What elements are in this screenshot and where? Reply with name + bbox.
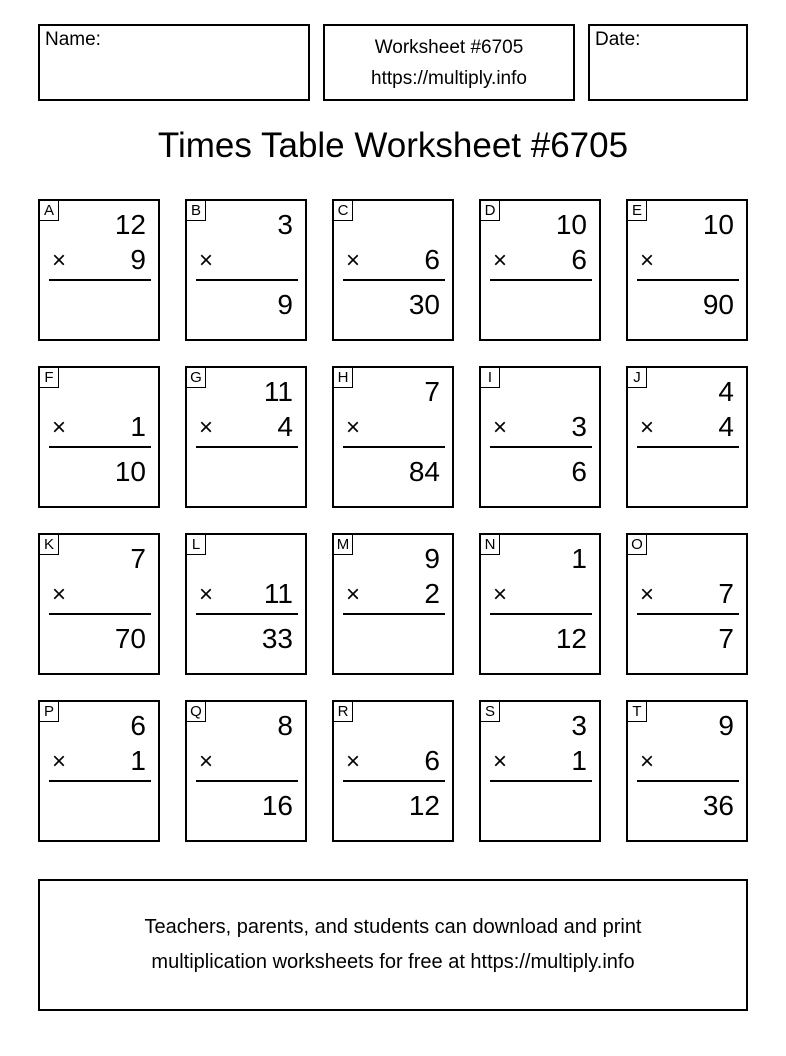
answer-rule: [490, 780, 592, 782]
problem-answer[interactable]: 12: [408, 790, 440, 821]
times-sign: ×: [640, 748, 655, 775]
answer-rule: [490, 279, 592, 281]
times-sign: ×: [199, 247, 214, 274]
worksheet-url: https://multiply.info: [371, 68, 527, 89]
problem-letter: T: [628, 702, 647, 722]
problem-box: [38, 533, 160, 675]
problem-letter: G: [187, 368, 206, 388]
answer-rule: [637, 446, 739, 448]
footer-line-2: multiplication worksheets for free at https://multiply.info: [151, 951, 635, 973]
problem-top-number: 10: [702, 209, 734, 240]
problem-letter: N: [481, 535, 500, 555]
problem-top-number: 7: [130, 543, 146, 574]
problem-box: [185, 700, 307, 842]
problem-top-number: 4: [718, 376, 734, 407]
answer-rule: [343, 446, 445, 448]
problem-bottom-number: 11: [263, 578, 293, 609]
problem-answer[interactable]: 16: [261, 790, 293, 821]
problem-letter: Q: [187, 702, 206, 722]
times-sign: ×: [640, 247, 655, 274]
problem-letter: D: [481, 201, 500, 221]
problem-letter: S: [481, 702, 500, 722]
problem-top-number: 7: [424, 376, 440, 407]
answer-rule: [637, 279, 739, 281]
problem-box: [332, 199, 454, 341]
problem-box: [626, 366, 748, 508]
problem-answer[interactable]: 70: [114, 623, 146, 654]
problem-letter: J: [628, 368, 647, 388]
times-sign: ×: [640, 581, 655, 608]
problem-letter: E: [628, 201, 647, 221]
times-sign: ×: [493, 414, 508, 441]
problem-box: [185, 533, 307, 675]
problem-bottom-number: 6: [571, 244, 587, 275]
answer-rule: [343, 613, 445, 615]
times-sign: ×: [52, 748, 67, 775]
times-sign: ×: [52, 581, 67, 608]
answer-rule: [196, 780, 298, 782]
answer-rule: [49, 780, 151, 782]
times-sign: ×: [346, 414, 361, 441]
answer-rule: [490, 446, 592, 448]
problem-bottom-number: 4: [277, 411, 293, 442]
problem-top-number: 11: [263, 376, 293, 407]
times-sign: ×: [199, 748, 214, 775]
times-sign: ×: [52, 414, 67, 441]
problem-letter: I: [481, 368, 500, 388]
problem-answer[interactable]: 6: [571, 456, 587, 487]
problem-letter: H: [334, 368, 353, 388]
times-sign: ×: [199, 581, 214, 608]
problem-box: [626, 700, 748, 842]
times-sign: ×: [346, 581, 361, 608]
problem-answer[interactable]: 30: [408, 289, 440, 320]
date-label: Date:: [595, 29, 641, 50]
answer-rule: [637, 780, 739, 782]
problem-box: [185, 366, 307, 508]
answer-rule: [637, 613, 739, 615]
worksheet-number: Worksheet #6705: [374, 37, 524, 58]
problem-box: [479, 533, 601, 675]
date-field-box[interactable]: [588, 24, 748, 101]
answer-rule: [490, 613, 592, 615]
answer-rule: [343, 279, 445, 281]
problem-top-number: 3: [277, 209, 293, 240]
problem-top-number: 9: [718, 710, 734, 741]
times-sign: ×: [346, 247, 361, 274]
answer-rule: [196, 279, 298, 281]
problem-box: [332, 700, 454, 842]
problem-letter: F: [40, 368, 59, 388]
problem-letter: B: [187, 201, 206, 221]
name-field-box[interactable]: [38, 24, 310, 101]
problem-top-number: 8: [277, 710, 293, 741]
problem-letter: R: [334, 702, 353, 722]
problem-letter: M: [334, 535, 353, 555]
footer-line-1: Teachers, parents, and students can download and print: [144, 916, 642, 938]
problem-answer[interactable]: 7: [718, 623, 734, 654]
answer-rule: [196, 613, 298, 615]
problem-answer[interactable]: 10: [114, 456, 146, 487]
problem-letter: A: [40, 201, 59, 221]
problem-bottom-number: 2: [424, 578, 440, 609]
problem-answer[interactable]: 84: [408, 456, 440, 487]
times-sign: ×: [199, 414, 214, 441]
problem-bottom-number: 9: [130, 244, 146, 275]
problem-letter: L: [187, 535, 206, 555]
answer-rule: [49, 446, 151, 448]
problem-bottom-number: 1: [130, 745, 146, 776]
problem-top-number: 12: [114, 209, 146, 240]
page-title: Times Table Worksheet #6705: [157, 126, 629, 165]
problem-answer[interactable]: 12: [555, 623, 587, 654]
problem-bottom-number: 3: [571, 411, 587, 442]
times-sign: ×: [346, 748, 361, 775]
times-sign: ×: [640, 414, 655, 441]
problem-bottom-number: 4: [718, 411, 734, 442]
footer-box: [38, 879, 748, 1011]
problem-top-number: 1: [571, 543, 587, 574]
problem-top-number: 9: [424, 543, 440, 574]
answer-rule: [343, 780, 445, 782]
problem-box: [626, 533, 748, 675]
problem-box: [38, 199, 160, 341]
problem-box: [38, 700, 160, 842]
answer-rule: [49, 613, 151, 615]
times-sign: ×: [493, 247, 508, 274]
answer-rule: [196, 446, 298, 448]
answer-rule: [49, 279, 151, 281]
problem-letter: O: [628, 535, 647, 555]
problem-top-number: 10: [555, 209, 587, 240]
worksheet-info-box: [323, 24, 575, 101]
times-sign: ×: [493, 748, 508, 775]
problem-bottom-number: 7: [718, 578, 734, 609]
problem-box: [626, 199, 748, 341]
problem-answer[interactable]: 9: [277, 289, 293, 320]
problem-box: [479, 199, 601, 341]
problem-bottom-number: 6: [424, 745, 440, 776]
problem-box: [479, 366, 601, 508]
problem-letter: P: [40, 702, 59, 722]
problem-box: [185, 199, 307, 341]
problem-box: [479, 700, 601, 842]
problem-box: [332, 366, 454, 508]
problem-bottom-number: 6: [424, 244, 440, 275]
name-label: Name:: [45, 29, 101, 50]
problem-letter: K: [40, 535, 59, 555]
problem-box: [332, 533, 454, 675]
problem-bottom-number: 1: [571, 745, 587, 776]
times-sign: ×: [493, 581, 508, 608]
problem-answer[interactable]: 33: [261, 623, 293, 654]
problem-letter: C: [334, 201, 353, 221]
problem-top-number: 3: [571, 710, 587, 741]
problem-top-number: 6: [130, 710, 146, 741]
times-sign: ×: [52, 247, 67, 274]
problem-bottom-number: 1: [130, 411, 146, 442]
problem-box: [38, 366, 160, 508]
problem-answer[interactable]: 36: [702, 790, 734, 821]
problem-answer[interactable]: 90: [702, 289, 734, 320]
